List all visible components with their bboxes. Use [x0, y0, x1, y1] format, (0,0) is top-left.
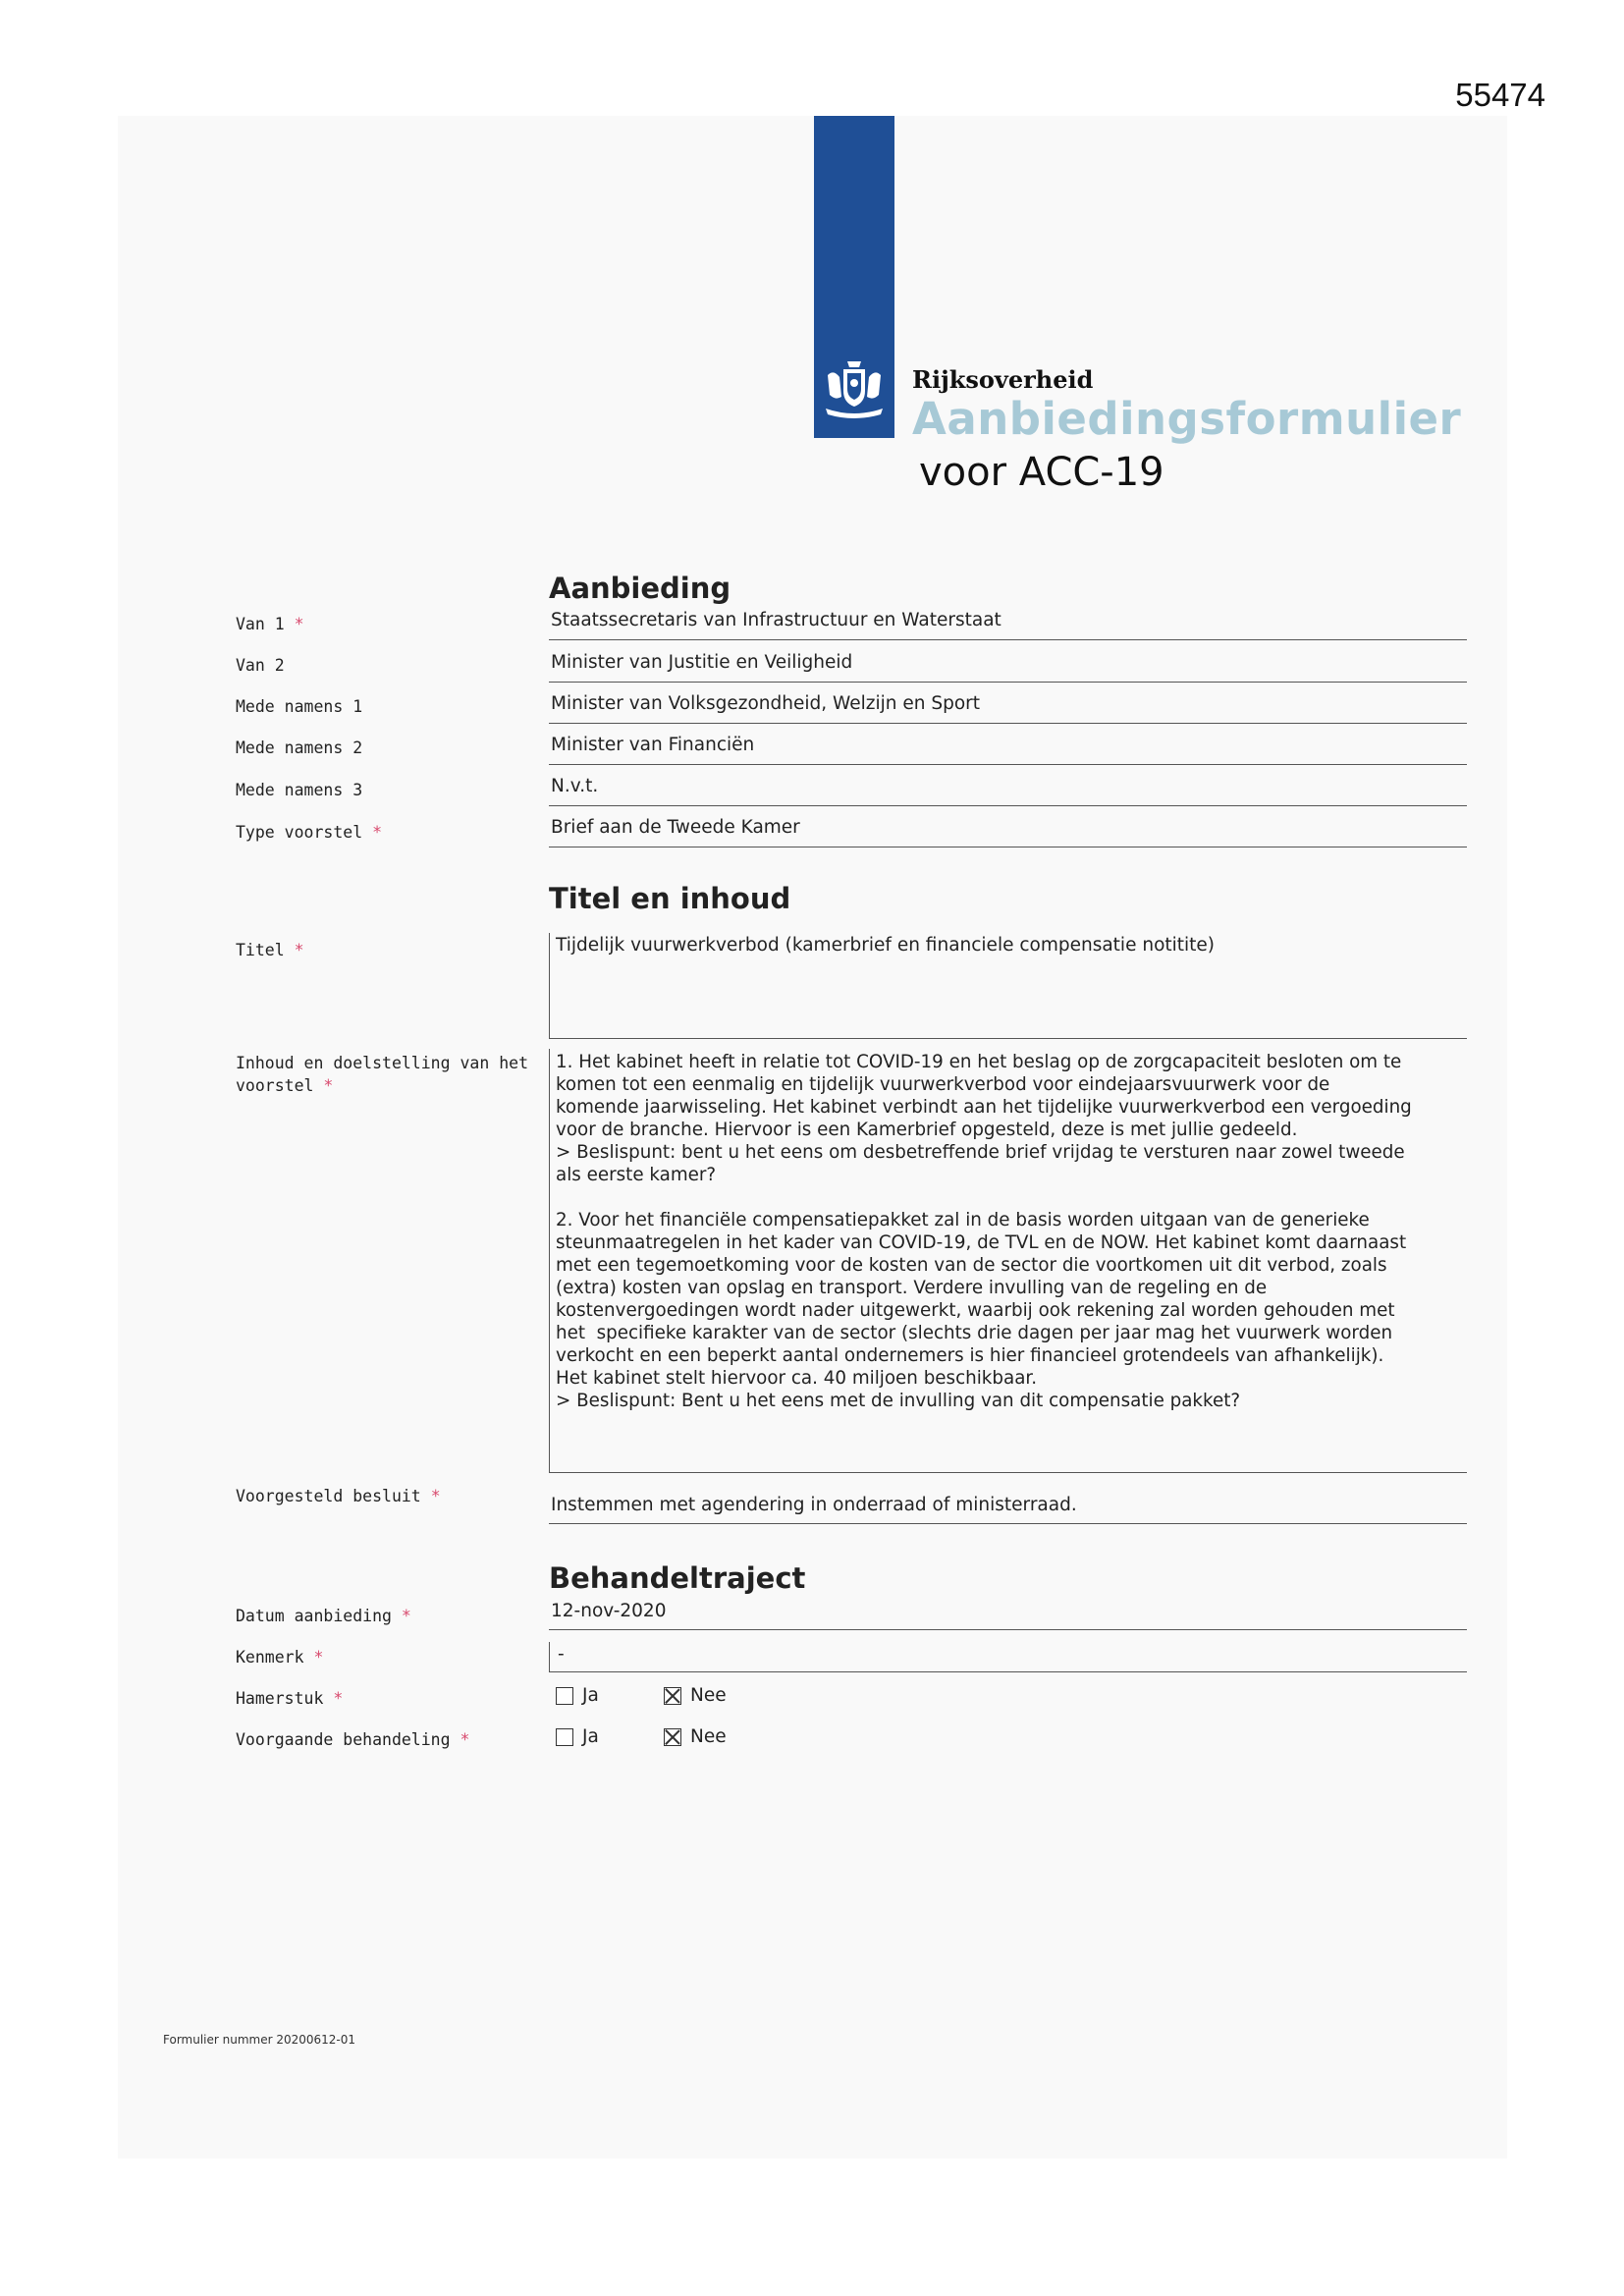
- section-heading-aanbieding: Aanbieding: [549, 572, 731, 605]
- section-heading-titel-inhoud: Titel en inhoud: [549, 882, 791, 915]
- van2-field[interactable]: Minister van Justitie en Veiligheid: [549, 652, 1467, 683]
- mede-namens-1-field[interactable]: Minister van Volksgezondheid, Welzijn en Sport: [549, 693, 1467, 724]
- section-heading-behandeltraject: Behandeltraject: [549, 1561, 806, 1595]
- field-label-voorgaande: Voorgaande behandeling *: [236, 1730, 470, 1749]
- brand-name: Rijksoverheid: [912, 365, 1094, 394]
- inhoud-text: 1. Het kabinet heeft in relatie tot COVID-19 en het beslag op de zorgcapaciteit besloten om te komen tot een eenmalig en tijdelijk vuurwerkverbod voor eindejaarsvuurwerk voor de komende jaarwisseling. Het kabinet verbindt aan het tijdelijke vuurwerkverbod een vergoeding voor de branche. Hiervoor is een Kamerbrief opgesteld, deze is met jullie gedeeld. > Beslispunt: bent u het eens om desbetreffende brief vrijdag te versturen naar zowel tweede als eerste kamer? 2. Voor het financiële compensatiepakket zal in de basis worden uitgaan van de generieke steunmaatregelen in het kader van COVID-19, de TVL en de NOW. Het kabinet komt daarnaast met een tegemoetkoming voor de kosten van de sector die voortkomen uit dit verbod, zoals (extra) kosten van opslag en transport. Verdere invulling van de regeling en de kostenvergoedingen wordt nader uitgewerkt, waarbij ook rekening zal worden gehouden met het specifieke karakter van de sector (slechts drie dagen per jaar mag het vuurwerk worden verkocht en een beperkt aantal ondernemers is hier financieel grotendeels van afhankelijk). Het kabinet stelt hiervoor ca. 40 miljoen beschikbaar. > Beslispunt: Bent u het eens met de invulling van dit compensatie pakket?: [556, 1052, 1412, 1411]
- field-label-mede1: Mede namens 1: [236, 697, 363, 716]
- field-label-kenmerk: Kenmerk *: [236, 1648, 324, 1667]
- checkbox-unchecked-icon[interactable]: [556, 1728, 573, 1746]
- mede-namens-3-field[interactable]: N.v.t.: [549, 776, 1467, 806]
- required-marker: *: [333, 1689, 344, 1708]
- field-label-van2: Van 2: [236, 656, 285, 675]
- field-label-inhoud: Inhoud en doelstelling van het voorstel *: [236, 1054, 529, 1095]
- field-label-van1: Van 1 *: [236, 615, 304, 633]
- required-marker: *: [323, 1076, 334, 1095]
- field-label-datum: Datum aanbieding *: [236, 1607, 411, 1625]
- checkbox-checked-icon[interactable]: [664, 1728, 681, 1746]
- titel-field[interactable]: Tijdelijk vuurwerkverbod (kamerbrief en financiele compensatie notitite): [549, 933, 1467, 1039]
- hamerstuk-option-ja[interactable]: Ja: [556, 1685, 599, 1706]
- field-label-type-voorstel: Type voorstel *: [236, 823, 383, 842]
- required-marker: *: [401, 1607, 411, 1625]
- kenmerk-field[interactable]: -: [549, 1642, 1467, 1672]
- hamerstuk-option-nee[interactable]: Nee: [664, 1685, 727, 1706]
- required-marker: *: [294, 615, 304, 633]
- form-title: Aanbiedingsformulier: [912, 393, 1462, 445]
- required-marker: *: [294, 941, 304, 959]
- voorgaande-option-ja[interactable]: Ja: [556, 1726, 599, 1747]
- checkbox-checked-icon[interactable]: [664, 1687, 681, 1705]
- field-label-besluit: Voorgesteld besluit *: [236, 1487, 441, 1505]
- form-number: Formulier nummer 20200612-01: [163, 2033, 356, 2047]
- inhoud-field[interactable]: [549, 1049, 1467, 1473]
- field-label-titel: Titel *: [236, 941, 304, 959]
- required-marker: *: [460, 1730, 470, 1749]
- voorgesteld-besluit-field[interactable]: Instemmen met agendering in onderraad of ministerraad.: [549, 1491, 1467, 1524]
- field-label-mede3: Mede namens 3: [236, 781, 363, 799]
- required-marker: *: [430, 1487, 441, 1505]
- form-subtitle: voor ACC-19: [919, 450, 1164, 495]
- document-number: 55474: [1455, 77, 1545, 113]
- voorgaande-option-nee[interactable]: Nee: [664, 1726, 727, 1747]
- type-voorstel-field[interactable]: Brief aan de Tweede Kamer: [549, 817, 1467, 847]
- field-label-mede2: Mede namens 2: [236, 738, 363, 757]
- datum-aanbieding-field[interactable]: 12-nov-2020: [549, 1601, 1467, 1630]
- mede-namens-2-field[interactable]: Minister van Financiën: [549, 735, 1467, 765]
- van1-field[interactable]: Staatssecretaris van Infrastructuur en Waterstaat: [549, 610, 1467, 640]
- required-marker: *: [313, 1648, 324, 1667]
- required-marker: *: [372, 823, 383, 842]
- checkbox-unchecked-icon[interactable]: [556, 1687, 573, 1705]
- field-label-hamerstuk: Hamerstuk *: [236, 1689, 344, 1708]
- royal-coat-of-arms-icon: [818, 352, 891, 424]
